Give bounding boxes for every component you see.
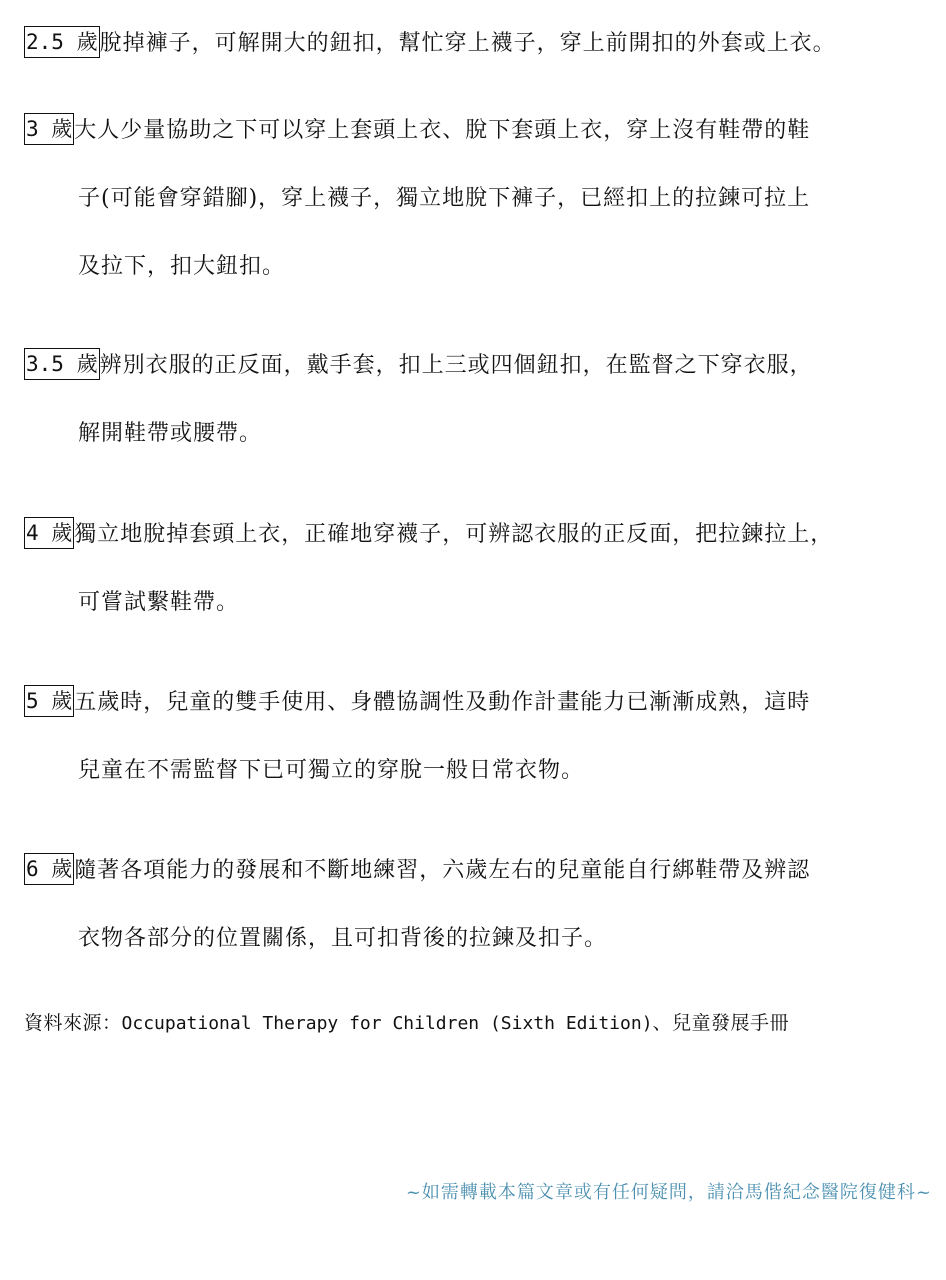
entry-4-years	[24, 501, 924, 637]
age-badge: 2.5 歲	[24, 26, 100, 58]
entry-line	[24, 165, 924, 233]
footer-note: ~如需轉載本篇文章或有任何疑問，請洽馬偕紀念醫院復健科~	[405, 1182, 932, 1203]
source-label: 資料來源：	[24, 1012, 122, 1034]
entry-line	[24, 400, 924, 468]
entry-text: 子(可能會穿錯腳)，穿上襪子，獨立地脫下褲子，已經扣上的拉鍊可拉上	[78, 186, 811, 211]
source-rest: 、兒童發展手冊	[652, 1012, 790, 1034]
entry-line	[24, 669, 924, 737]
entry-3-years	[24, 97, 924, 301]
entry-3-5-years	[24, 332, 924, 468]
entry-text: 兒童在不需監督下已可獨立的穿脫一般日常衣物。	[78, 758, 585, 783]
entry-line	[24, 233, 924, 301]
entry-5-years	[24, 669, 924, 805]
entry-text: 衣物各部分的位置關係，且可扣背後的拉鍊及扣子。	[78, 926, 608, 951]
entry-text: 大人少量協助之下可以穿上套頭上衣、脫下套頭上衣，穿上沒有鞋帶的鞋	[74, 118, 811, 143]
entry-text: 解開鞋帶或腰帶。	[78, 421, 263, 446]
entry-text: 隨著各項能力的發展和不斷地練習，六歲左右的兒童能自行綁鞋帶及辨認	[74, 858, 811, 883]
entry-line	[24, 837, 924, 905]
entry-line	[24, 905, 924, 973]
entry-line	[24, 97, 924, 165]
entry-line	[24, 737, 924, 805]
entry-6-years	[24, 837, 924, 973]
entry-line	[24, 10, 924, 78]
age-badge: 4 歲	[24, 517, 74, 549]
entry-text: 可嘗試繫鞋帶。	[78, 590, 240, 615]
entry-text: 及拉下，扣大鈕扣。	[78, 254, 286, 279]
age-badge: 3.5 歲	[24, 348, 100, 380]
age-badge: 5 歲	[24, 685, 74, 717]
source-citation	[24, 1008, 789, 1035]
entry-2-5-years	[24, 10, 924, 78]
age-badge: 6 歲	[24, 853, 74, 885]
entry-line	[24, 501, 924, 569]
entry-line	[24, 569, 924, 637]
age-badge: 3 歲	[24, 113, 74, 145]
entry-text: 五歲時，兒童的雙手使用、身體協調性及動作計畫能力已漸漸成熟，這時	[74, 690, 811, 715]
entry-text: 脫掉褲子，可解開大的鈕扣，幫忙穿上襪子，穿上前開扣的外套或上衣。	[99, 31, 836, 56]
entry-line	[24, 332, 924, 400]
entry-text: 獨立地脫掉套頭上衣，正確地穿襪子，可辨認衣服的正反面，把拉鍊拉上，	[74, 522, 834, 547]
source-title: Occupational Therapy for Children (Sixth Edition)	[121, 1013, 653, 1034]
entry-text: 辨別衣服的正反面，戴手套，扣上三或四個鈕扣，在監督之下穿衣服，	[99, 353, 813, 378]
